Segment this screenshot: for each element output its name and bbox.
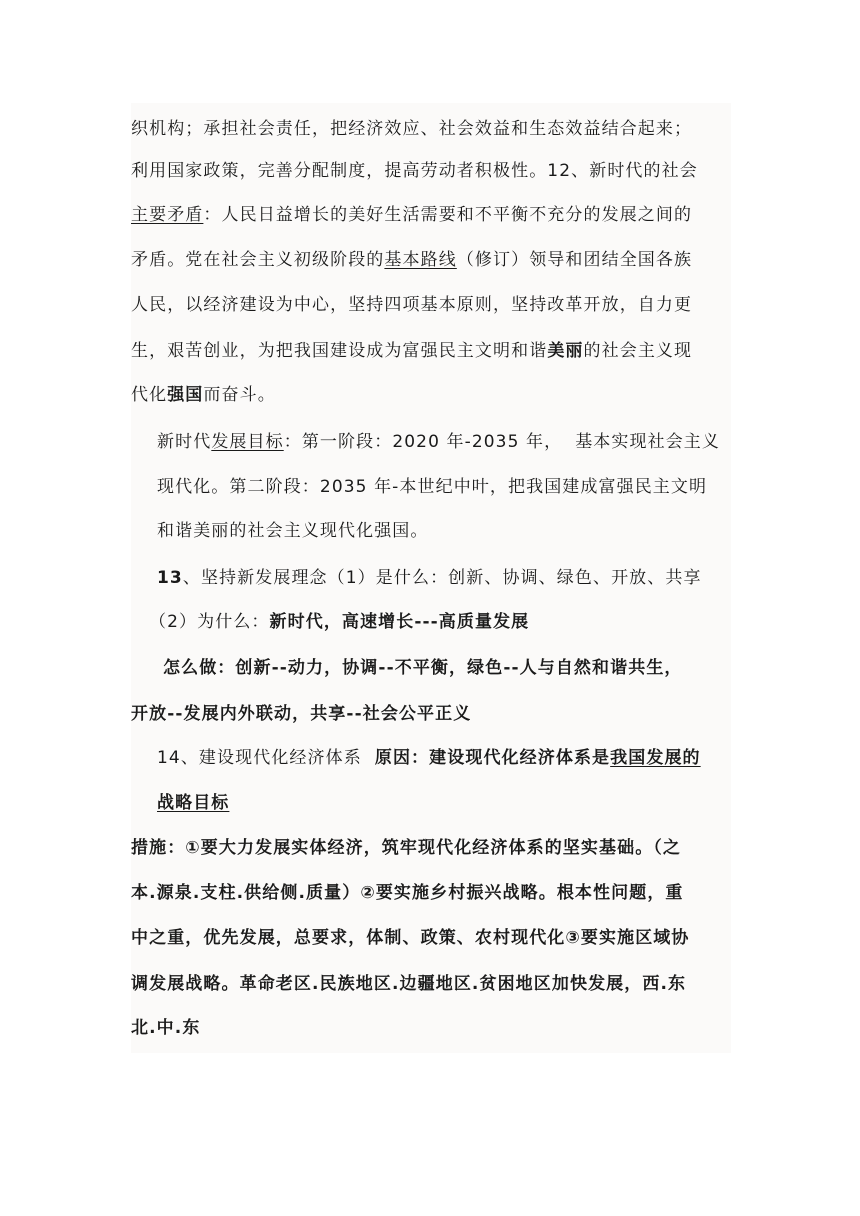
item13-why-answer: 新时代，高速增长---高质量发展 (269, 612, 530, 632)
goals-line3: 和谐美丽的社会主义现代化强国。 (157, 521, 429, 541)
para1-line1: 织机构；承担社会责任，把经济效应、社会效益和生态效益结合起来； (131, 119, 693, 139)
para1-line4-b: （修订）领导和团结全国各族 (456, 250, 693, 270)
item13-line4: 开放--发展内外联动，共享--社会公平正义 (131, 704, 472, 724)
main-contradiction-term: 主要矛盾 (131, 205, 204, 225)
para1-line6 (131, 339, 692, 363)
para1-line5: 人民，以经济建设为中心，坚持四项基本原则，坚持改革开放，自力更 (131, 295, 693, 315)
para1-line4 (131, 248, 692, 272)
para1-line7-c: 而奋斗。 (203, 385, 276, 405)
item14-title: 14、建设现代化经济体系 (157, 748, 375, 768)
goals-line2: 现代化。第二阶段：2035 年-本世纪中叶，把我国建成富强民主文明 (157, 477, 708, 497)
item13-why-label: （2）为什么： (149, 612, 270, 632)
para1-line7 (131, 383, 276, 407)
para1-line2: 利用国家政策，完善分配制度，提高劳动者积极性。12、新时代的社会 (131, 161, 698, 181)
item14-reason: 原因：建设现代化经济体系是 (374, 748, 611, 768)
measures-line1: 措施：①要大力发展实体经济，筑牢现代化经济体系的坚实基础。（之 (131, 838, 681, 858)
item13-number: 13 (157, 568, 183, 588)
measures-line4: 调发展战略。革命老区.民族地区.边疆地区.贫困地区加快发展，西.东 (131, 974, 687, 994)
beautiful-term: 美丽 (547, 341, 584, 361)
measures-line2: 本.源泉.支柱.供给侧.质量）②要实施乡村振兴战略。根本性问题，重 (131, 883, 684, 903)
para1-line4-a: 矛盾。党在社会主义初级阶段的 (131, 250, 385, 270)
goals-line1 (157, 430, 720, 454)
item13-line1 (157, 566, 702, 590)
development-goal-term: 发展目标 (211, 432, 284, 452)
measures-line3: 中之重，优先发展，总要求，体制、政策、农村现代化③要实施区域协 (131, 928, 690, 948)
item13-line2 (149, 610, 529, 634)
measures-line5: 北.中.东 (131, 1018, 201, 1038)
item14-line1 (157, 746, 701, 770)
goals-line1-b: ：第一阶段：2020 年-2035 年， 基本实现社会主义 (283, 432, 720, 452)
para1-line3-rest: ：人民日益增长的美好生活需要和不平衡不充分的发展之间的 (203, 205, 693, 225)
item14-reason-underlined: 我国发展的 (610, 748, 701, 768)
item13-line1-rest: 、坚持新发展理念（1）是什么：创新、协调、绿色、开放、共享 (182, 568, 702, 588)
para1-line6-a: 生，艰苦创业，为把我国建设成为富强民主文明和谐 (131, 341, 548, 361)
para1-line7-a: 代化 (131, 385, 168, 405)
item13-line3: 怎么做：创新--动力，协调--不平衡，绿色--人与自然和谐共生， (163, 658, 683, 678)
item14-line2: 战略目标 (157, 793, 230, 813)
para1-line3 (131, 203, 692, 227)
strong-country-term: 强国 (167, 385, 204, 405)
goals-line1-a: 新时代 (157, 432, 212, 452)
basic-line-term: 基本路线 (384, 250, 457, 270)
para1-line6-c: 的社会主义现 (583, 341, 693, 361)
